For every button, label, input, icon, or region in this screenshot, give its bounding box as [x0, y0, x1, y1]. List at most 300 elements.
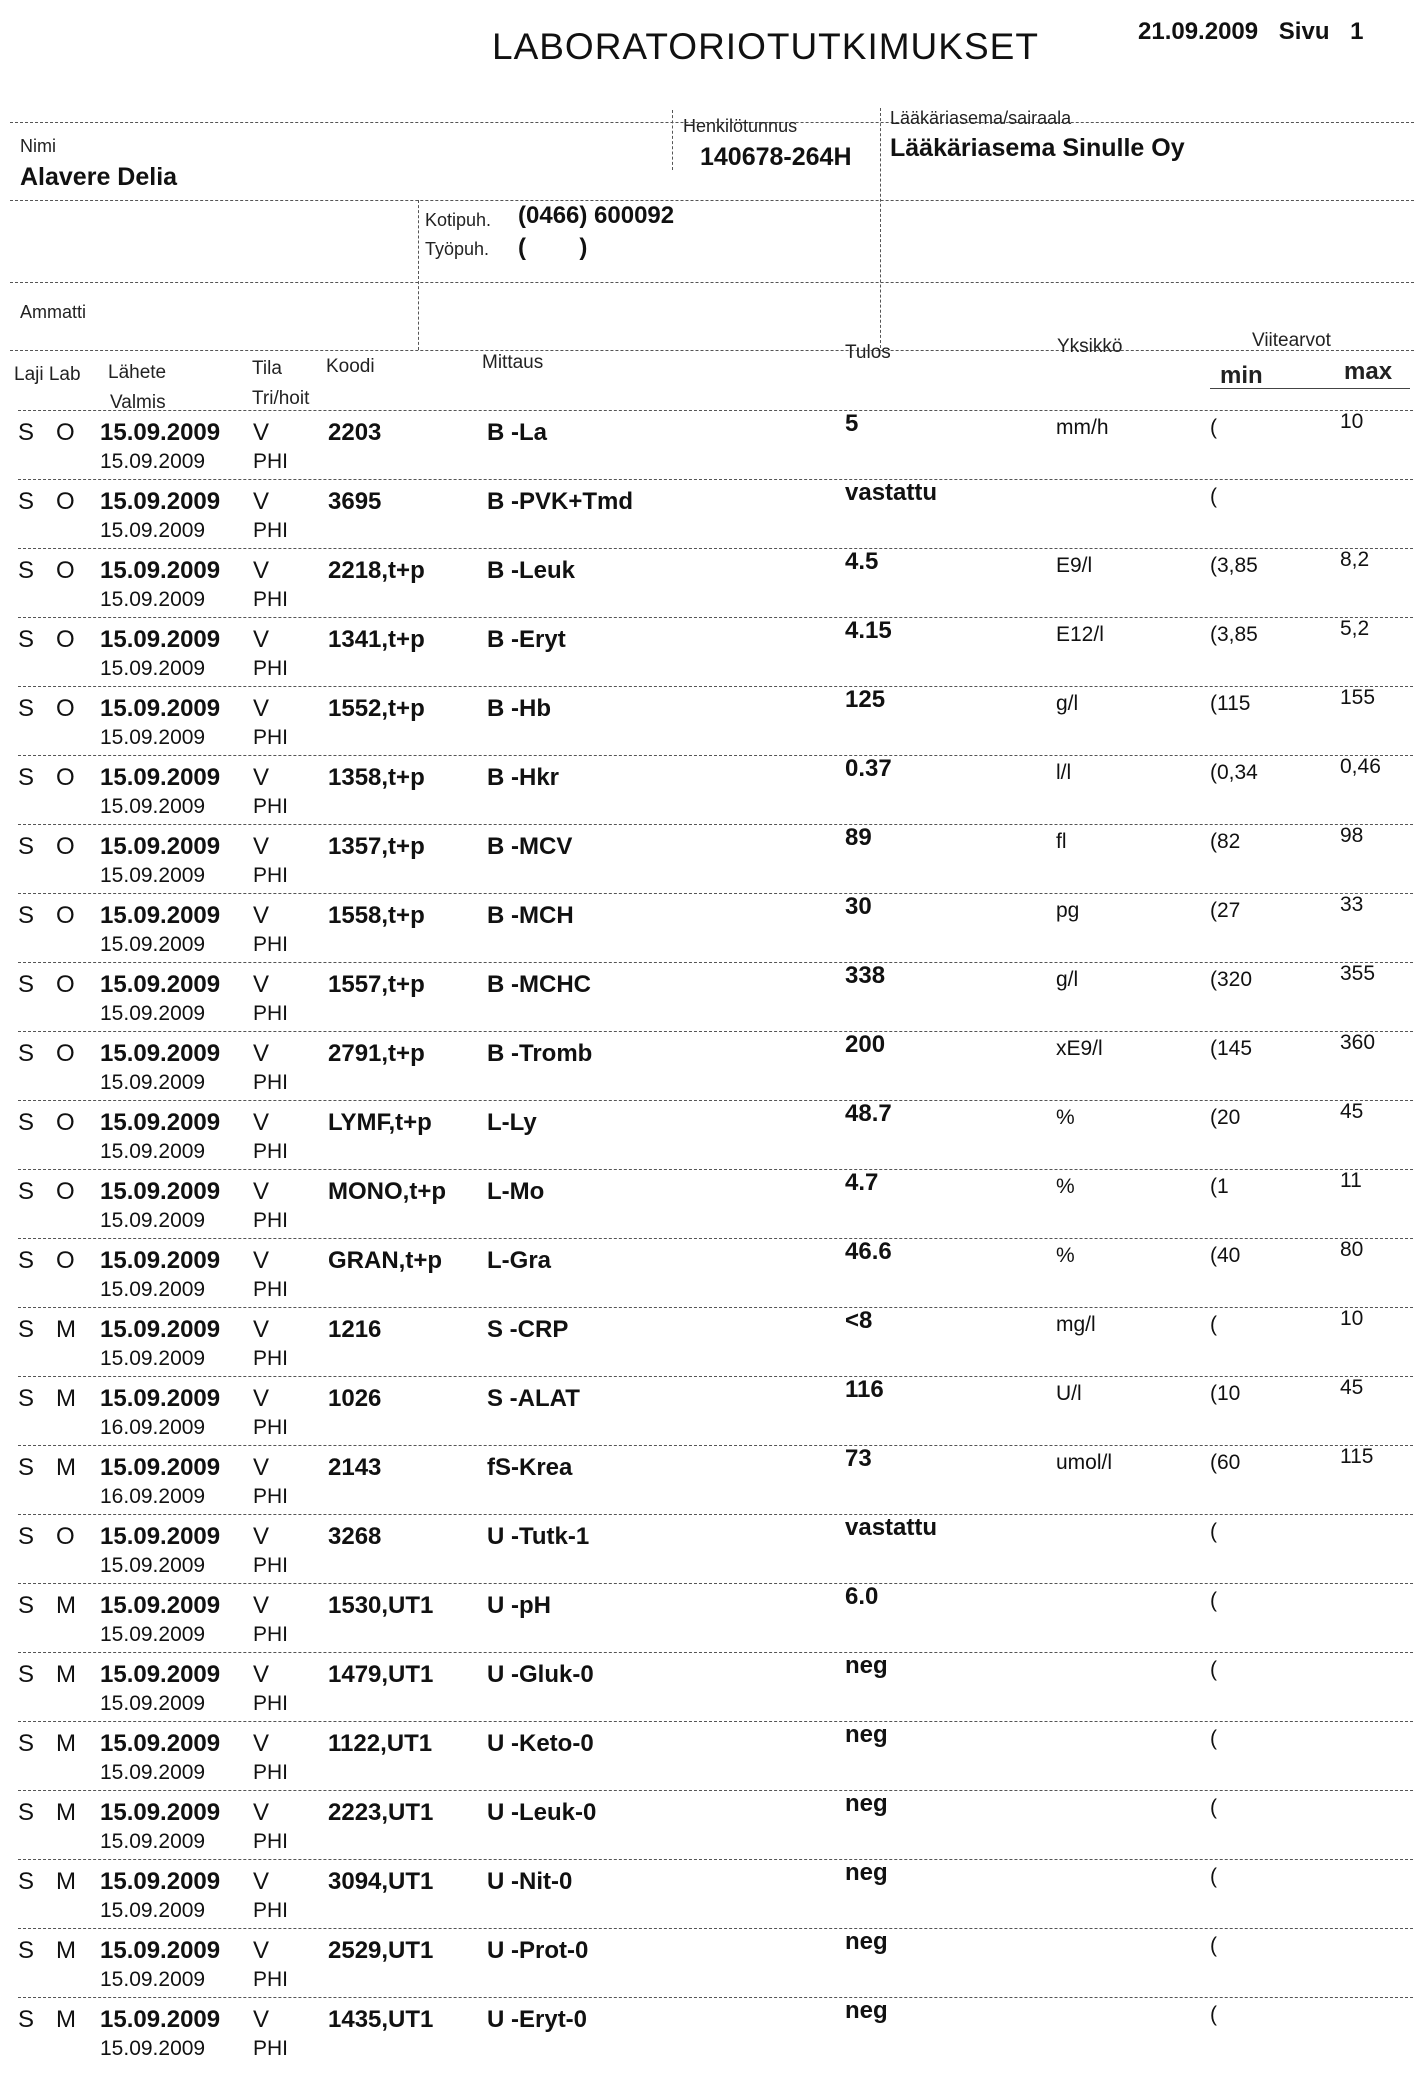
lab-cell: M	[56, 1799, 76, 1826]
divider	[418, 200, 419, 350]
name-label: Nimi	[20, 136, 56, 156]
valmis-date: 15.09.2009	[100, 519, 206, 542]
tila-cell: V	[253, 1661, 270, 1688]
laji-cell: S	[18, 1661, 35, 1688]
ref-min: (	[1210, 416, 1217, 439]
tila-cell: V	[253, 764, 270, 791]
hoit-cell: PHI	[253, 1140, 289, 1163]
table-row	[0, 1445, 1424, 1514]
laji-cell: S	[18, 557, 35, 584]
valmis-date: 16.09.2009	[100, 1485, 206, 1508]
valmis-date: 15.09.2009	[100, 1692, 206, 1715]
row-divider	[18, 1376, 1413, 1377]
hoit-cell: PHI	[253, 1692, 289, 1715]
hoit-cell: PHI	[253, 1623, 289, 1646]
code-cell: 1216	[328, 1316, 382, 1343]
table-row	[0, 1583, 1424, 1652]
valmis-date: 15.09.2009	[100, 795, 206, 818]
col-viitearvot: Viitearvot	[1252, 330, 1331, 351]
hoit-cell: PHI	[253, 1968, 289, 1991]
laji-cell: S	[18, 1316, 35, 1343]
table-row	[0, 1514, 1424, 1583]
hoit-cell: PHI	[253, 1830, 289, 1853]
tila-cell: V	[253, 488, 270, 515]
valmis-date: 15.09.2009	[100, 726, 206, 749]
table-row	[0, 1100, 1424, 1169]
lab-cell: M	[56, 1937, 76, 1964]
valmis-date: 15.09.2009	[100, 657, 206, 680]
lahete-date: 15.09.2009	[100, 1523, 221, 1550]
lahete-date: 15.09.2009	[100, 1799, 221, 1826]
row-divider	[18, 1100, 1413, 1101]
ref-max: 5,2	[1340, 617, 1370, 640]
lab-cell: O	[56, 1109, 75, 1136]
lab-cell: O	[56, 488, 75, 515]
station-label: Lääkäriasema/sairaala	[890, 108, 1072, 128]
tila-cell: V	[253, 971, 270, 998]
table-row	[0, 1652, 1424, 1721]
lahete-date: 15.09.2009	[100, 1868, 221, 1895]
tila-cell: V	[253, 833, 270, 860]
ref-max: 360	[1340, 1031, 1376, 1054]
divider	[10, 350, 1414, 351]
ref-max: 10	[1340, 1307, 1364, 1330]
valmis-date: 15.09.2009	[100, 1002, 206, 1025]
valmis-date: 15.09.2009	[100, 1554, 206, 1577]
row-divider	[18, 1031, 1413, 1032]
lahete-date: 15.09.2009	[100, 419, 221, 446]
laji-cell: S	[18, 695, 35, 722]
code-cell: 2529,UT1	[328, 1937, 434, 1964]
result-value: vastattu	[845, 1514, 938, 1541]
laji-cell: S	[18, 971, 35, 998]
table-row	[0, 962, 1424, 1031]
measurement-name: U -Tutk-1	[487, 1523, 590, 1550]
code-cell: 2791,t+p	[328, 1040, 425, 1067]
tila-cell: V	[253, 2006, 270, 2033]
table-row	[0, 1031, 1424, 1100]
ref-max: 115	[1340, 1445, 1374, 1468]
lahete-date: 15.09.2009	[100, 557, 221, 584]
table-row	[0, 1928, 1424, 1997]
measurement-name: S -ALAT	[487, 1385, 580, 1412]
table-row	[0, 755, 1424, 824]
code-cell: 1552,t+p	[328, 695, 425, 722]
ref-max: 33	[1340, 893, 1364, 916]
hoit-cell: PHI	[253, 1761, 289, 1784]
unit-cell: fl	[1056, 830, 1067, 853]
divider	[10, 200, 1414, 201]
valmis-date: 15.09.2009	[100, 2037, 206, 2060]
divider	[1210, 388, 1410, 389]
hoit-cell: PHI	[253, 1416, 289, 1439]
lab-cell: O	[56, 1178, 75, 1205]
ref-max: 98	[1340, 824, 1364, 847]
laji-cell: S	[18, 1454, 35, 1481]
lahete-date: 15.09.2009	[100, 764, 221, 791]
lahete-date: 15.09.2009	[100, 971, 221, 998]
row-divider	[18, 1928, 1413, 1929]
table-row	[0, 548, 1424, 617]
unit-cell: g/l	[1056, 692, 1079, 715]
unit-cell: %	[1056, 1175, 1075, 1198]
hoit-cell: PHI	[253, 657, 289, 680]
lahete-date: 15.09.2009	[100, 1040, 221, 1067]
lab-cell: O	[56, 1247, 75, 1274]
tila-cell: V	[253, 1247, 270, 1274]
lab-cell: O	[56, 833, 75, 860]
ref-min: (	[1210, 1934, 1217, 1957]
ref-min: (	[1210, 1727, 1217, 1750]
ref-max: 11	[1340, 1169, 1362, 1192]
tila-cell: V	[253, 1937, 270, 1964]
lab-cell: O	[56, 902, 75, 929]
ref-min: (27	[1210, 899, 1241, 922]
home-phone: (0466) 600092	[518, 202, 675, 229]
valmis-date: 15.09.2009	[100, 588, 206, 611]
row-divider	[18, 1790, 1413, 1791]
tila-cell: V	[253, 1454, 270, 1481]
code-cell: 3094,UT1	[328, 1868, 434, 1895]
ref-min: (	[1210, 1796, 1217, 1819]
laji-cell: S	[18, 1523, 35, 1550]
lahete-date: 15.09.2009	[100, 833, 221, 860]
work-phone-label: Työpuh.	[425, 239, 490, 259]
code-cell: 2218,t+p	[328, 557, 425, 584]
ref-max: 10	[1340, 410, 1364, 433]
lab-cell: M	[56, 1868, 76, 1895]
valmis-date: 15.09.2009	[100, 1140, 206, 1163]
laji-cell: S	[18, 1730, 35, 1757]
row-divider	[18, 1652, 1413, 1653]
tila-cell: V	[253, 1109, 270, 1136]
lahete-date: 15.09.2009	[100, 695, 221, 722]
lab-cell: M	[56, 1661, 76, 1688]
code-cell: 1557,t+p	[328, 971, 425, 998]
code-cell: 1558,t+p	[328, 902, 425, 929]
lab-cell: M	[56, 1730, 76, 1757]
lab-cell: M	[56, 1592, 76, 1619]
page-label: Sivu	[1278, 18, 1330, 45]
col-max: max	[1344, 358, 1393, 385]
ref-max: 45	[1340, 1100, 1364, 1123]
row-divider	[18, 1445, 1413, 1446]
col-koodi: Koodi	[326, 356, 375, 377]
result-value: 5	[845, 410, 859, 437]
measurement-name: B -MCHC	[487, 971, 591, 998]
report-date: 21.09.2009	[1138, 18, 1259, 45]
laji-cell: S	[18, 1385, 35, 1412]
hoit-cell: PHI	[253, 1899, 289, 1922]
laji-cell: S	[18, 1109, 35, 1136]
hoit-cell: PHI	[253, 933, 289, 956]
ref-min: (3,85	[1210, 554, 1258, 577]
unit-cell: g/l	[1056, 968, 1079, 991]
col-mittaus: Mittaus	[482, 352, 544, 373]
ref-min: (20	[1210, 1106, 1241, 1129]
hoit-cell: PHI	[253, 450, 289, 473]
hoit-cell: PHI	[253, 1002, 289, 1025]
table-row	[0, 1997, 1424, 2066]
ref-min: (60	[1210, 1451, 1241, 1474]
tila-cell: V	[253, 1316, 270, 1343]
ref-min: (3,85	[1210, 623, 1258, 646]
result-value: neg	[845, 1997, 888, 2024]
row-divider	[18, 1307, 1413, 1308]
result-value: 4.7	[845, 1169, 879, 1196]
lahete-date: 15.09.2009	[100, 1730, 221, 1757]
col-tulos: Tulos	[845, 342, 891, 363]
valmis-date: 15.09.2009	[100, 1761, 206, 1784]
lahete-date: 15.09.2009	[100, 1109, 221, 1136]
tila-cell: V	[253, 695, 270, 722]
row-divider	[18, 1721, 1413, 1722]
result-value: 89	[845, 824, 872, 851]
tila-cell: V	[253, 1040, 270, 1067]
ref-min: (40	[1210, 1244, 1241, 1267]
row-divider	[18, 1238, 1413, 1239]
result-value: 4.15	[845, 617, 892, 644]
lahete-date: 15.09.2009	[100, 1247, 221, 1274]
hoit-cell: PHI	[253, 1485, 289, 1508]
valmis-date: 15.09.2009	[100, 450, 206, 473]
measurement-name: U -Eryt-0	[487, 2006, 588, 2033]
code-cell: 2203	[328, 419, 382, 446]
valmis-date: 15.09.2009	[100, 1623, 206, 1646]
row-divider	[18, 479, 1413, 480]
table-row	[0, 893, 1424, 962]
valmis-date: 15.09.2009	[100, 864, 206, 887]
result-value: 6.0	[845, 1583, 879, 1610]
row-divider	[18, 1859, 1413, 1860]
patient-id: 140678-264H	[700, 143, 852, 171]
result-value: <8	[845, 1307, 873, 1334]
row-divider	[18, 1997, 1413, 1998]
lab-cell: O	[56, 971, 75, 998]
patient-name: Alavere Delia	[20, 163, 178, 191]
home-phone-label: Kotipuh.	[425, 210, 492, 230]
hoit-cell: PHI	[253, 795, 289, 818]
lab-cell: O	[56, 557, 75, 584]
measurement-name: B -MCV	[487, 833, 573, 860]
station-name: Lääkäriasema Sinulle Oy	[890, 134, 1185, 162]
ref-max: 355	[1340, 962, 1376, 985]
hoit-cell: PHI	[253, 1209, 289, 1232]
measurement-name: B -PVK+Tmd	[487, 488, 634, 515]
result-value: neg	[845, 1721, 888, 1748]
divider	[10, 282, 1414, 283]
tila-cell: V	[253, 1523, 270, 1550]
ref-min: (	[1210, 1520, 1217, 1543]
measurement-name: B -Leuk	[487, 557, 576, 584]
measurement-name: B -Hb	[487, 695, 551, 722]
measurement-name: fS-Krea	[487, 1454, 573, 1481]
lahete-date: 15.09.2009	[100, 1592, 221, 1619]
col-tri-hoit: Tri/hoit	[252, 388, 310, 409]
table-row	[0, 824, 1424, 893]
tila-cell: V	[253, 1385, 270, 1412]
hoit-cell: PHI	[253, 1347, 289, 1370]
hoit-cell: PHI	[253, 588, 289, 611]
lahete-date: 15.09.2009	[100, 1385, 221, 1412]
result-value: 46.6	[845, 1238, 892, 1265]
lahete-date: 15.09.2009	[100, 488, 221, 515]
lahete-date: 15.09.2009	[100, 902, 221, 929]
lab-cell: O	[56, 626, 75, 653]
result-value: neg	[845, 1928, 888, 1955]
result-value: 125	[845, 686, 886, 713]
result-value: 30	[845, 893, 872, 920]
result-value: 0.37	[845, 755, 892, 782]
ref-max: 155	[1340, 686, 1376, 709]
tila-cell: V	[253, 557, 270, 584]
code-cell: 1530,UT1	[328, 1592, 434, 1619]
laji-cell: S	[18, 1178, 35, 1205]
row-divider	[18, 1514, 1413, 1515]
ref-min: (	[1210, 1865, 1217, 1888]
unit-cell: E12/l	[1056, 623, 1104, 646]
row-divider	[18, 617, 1413, 618]
valmis-date: 15.09.2009	[100, 1278, 206, 1301]
lab-cell: O	[56, 419, 75, 446]
occupation-label: Ammatti	[20, 302, 87, 322]
page-number: 1	[1350, 18, 1364, 45]
measurement-name: U -Keto-0	[487, 1730, 594, 1757]
hoit-cell: PHI	[253, 1071, 289, 1094]
ref-min: (	[1210, 1589, 1217, 1612]
lahete-date: 15.09.2009	[100, 1178, 221, 1205]
result-value: neg	[845, 1859, 888, 1886]
code-cell: 1358,t+p	[328, 764, 425, 791]
divider	[672, 110, 673, 170]
table-row	[0, 479, 1424, 548]
ref-min: (	[1210, 2003, 1217, 2026]
code-cell: GRAN,t+p	[328, 1247, 442, 1274]
measurement-name: U -pH	[487, 1592, 551, 1619]
lab-cell: M	[56, 2006, 76, 2033]
lahete-date: 15.09.2009	[100, 626, 221, 653]
valmis-date: 15.09.2009	[100, 1968, 206, 1991]
tila-cell: V	[253, 1592, 270, 1619]
unit-cell: pg	[1056, 899, 1080, 922]
measurement-name: B -MCH	[487, 902, 574, 929]
tila-cell: V	[253, 1868, 270, 1895]
laji-cell: S	[18, 626, 35, 653]
table-row	[0, 1169, 1424, 1238]
tila-cell: V	[253, 1799, 270, 1826]
measurement-name: U -Nit-0	[487, 1868, 573, 1895]
measurement-name: L-Gra	[487, 1247, 552, 1274]
divider	[880, 108, 881, 348]
laji-cell: S	[18, 1799, 35, 1826]
table-row	[0, 617, 1424, 686]
table-row	[0, 1790, 1424, 1859]
laji-cell: S	[18, 1040, 35, 1067]
laji-cell: S	[18, 1937, 35, 1964]
ref-min: (	[1210, 1658, 1217, 1681]
unit-cell: %	[1056, 1106, 1075, 1129]
result-value: vastattu	[845, 479, 938, 506]
table-row	[0, 410, 1424, 479]
code-cell: 1435,UT1	[328, 2006, 434, 2033]
unit-cell: U/l	[1056, 1382, 1082, 1405]
unit-cell: xE9/l	[1056, 1037, 1103, 1060]
measurement-name: U -Prot-0	[487, 1937, 589, 1964]
measurement-name: B -Eryt	[487, 626, 566, 653]
work-phone: ( )	[518, 234, 588, 261]
hoit-cell: PHI	[253, 1278, 289, 1301]
ref-min: (82	[1210, 830, 1241, 853]
ref-max: 80	[1340, 1238, 1364, 1261]
laji-cell: S	[18, 488, 35, 515]
lab-cell: M	[56, 1385, 76, 1412]
unit-cell: %	[1056, 1244, 1075, 1267]
valmis-date: 15.09.2009	[100, 1899, 206, 1922]
table-row	[0, 1721, 1424, 1790]
lahete-date: 15.09.2009	[100, 1661, 221, 1688]
table-row	[0, 1859, 1424, 1928]
valmis-date: 15.09.2009	[100, 1071, 206, 1094]
code-cell: LYMF,t+p	[328, 1109, 432, 1136]
ref-min: (	[1210, 485, 1217, 508]
lab-cell: M	[56, 1316, 76, 1343]
valmis-date: 16.09.2009	[100, 1416, 206, 1439]
unit-cell: E9/l	[1056, 554, 1093, 577]
lahete-date: 15.09.2009	[100, 1316, 221, 1343]
unit-cell: umol/l	[1056, 1451, 1113, 1474]
table-row	[0, 1376, 1424, 1445]
unit-cell: l/l	[1056, 761, 1072, 784]
code-cell: 2223,UT1	[328, 1799, 434, 1826]
measurement-name: U -Leuk-0	[487, 1799, 597, 1826]
code-cell: 1479,UT1	[328, 1661, 434, 1688]
tila-cell: V	[253, 626, 270, 653]
code-cell: 1026	[328, 1385, 382, 1412]
hoit-cell: PHI	[253, 864, 289, 887]
result-value: 73	[845, 1445, 872, 1472]
ref-min: (0,34	[1210, 761, 1258, 784]
valmis-date: 15.09.2009	[100, 1209, 206, 1232]
code-cell: 2143	[328, 1454, 382, 1481]
hoit-cell: PHI	[253, 726, 289, 749]
lahete-date: 15.09.2009	[100, 1454, 221, 1481]
valmis-date: 15.09.2009	[100, 1347, 206, 1370]
row-divider	[18, 824, 1413, 825]
unit-cell: mm/h	[1056, 416, 1109, 439]
hoit-cell: PHI	[253, 519, 289, 542]
col-yksikko: Yksikkö	[1057, 336, 1123, 357]
lahete-date: 15.09.2009	[100, 2006, 221, 2033]
code-cell: 3695	[328, 488, 382, 515]
ref-min: (1	[1210, 1175, 1229, 1198]
lab-cell: O	[56, 1040, 75, 1067]
report-title: LABORATORIOTUTKIMUKSET	[492, 26, 1039, 67]
laji-cell: S	[18, 833, 35, 860]
lab-cell: O	[56, 695, 75, 722]
result-value: 338	[845, 962, 886, 989]
result-value: 116	[845, 1376, 884, 1403]
measurement-name: U -Gluk-0	[487, 1661, 594, 1688]
laji-cell: S	[18, 2006, 35, 2033]
code-cell: MONO,t+p	[328, 1178, 446, 1205]
col-valmis: Valmis	[110, 392, 166, 413]
laji-cell: S	[18, 764, 35, 791]
row-divider	[18, 548, 1413, 549]
ref-min: (320	[1210, 968, 1253, 991]
row-divider	[18, 755, 1413, 756]
ref-max: 45	[1340, 1376, 1364, 1399]
measurement-name: L-Mo	[487, 1178, 545, 1205]
